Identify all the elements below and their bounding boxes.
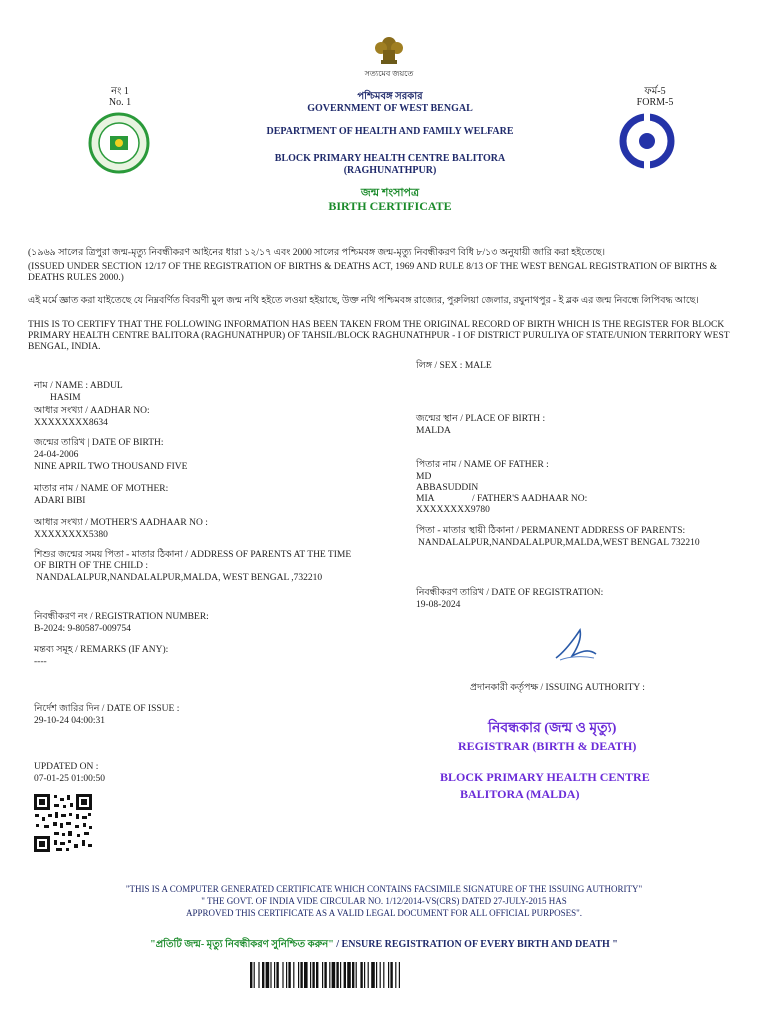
office-name-line1: BLOCK PRIMARY HEALTH CENTRE BALITORA (274, 153, 506, 164)
registration-number-label: নিবন্ধীকরণ নং / REGISTRATION NUMBER: (34, 612, 209, 622)
department-name: DEPARTMENT OF HEALTH AND FAMILY WELFARE (266, 126, 514, 137)
aadhar-label: আধার সংখ্যা / AADHAR NO: (34, 406, 150, 416)
form-bn: ফর্ম-5 (644, 86, 666, 97)
registrar-title-en: REGISTRAR (BIRTH & DEATH) (458, 739, 637, 753)
registration-date-value: 19-08-2024 (416, 600, 461, 610)
office-name-line2: (RAGHUNATHPUR) (343, 165, 437, 176)
permanent-address-label: পিতা - মাতার স্থায়ী ঠিকানা / PERMANENT ADDRESS OF PARENTS: (416, 526, 686, 536)
mother-aadhaar-label: আধার সংখ্যা / MOTHER'S AADHAAR NO : (34, 518, 208, 528)
certificate-title-bn: জন্ম শংসাপত্র (360, 187, 420, 199)
father-aadhaar-label: / FATHER'S AADHAAR NO: (472, 494, 588, 504)
issue-date-value: 29-10-24 04:00:31 (34, 716, 105, 726)
footer-line-2: " THE GOVT. OF INDIA VIDE CIRCULAR NO. 1/12/2014-VS(CRS) DATED 27-JULY-2015 HAS (201, 896, 567, 906)
registrar-office-line2: BALITORA (MALDA) (460, 787, 580, 801)
issuing-authority-label: প্রদানকারী কর্তৃপক্ষ / ISSUING AUTHORITY : (470, 683, 645, 693)
permanent-address-value: NANDALALPUR,NANDALALPUR,MALDA,WEST BENGAL 732210 (418, 538, 700, 548)
registration-number-value: B-2024: 9-80587-009754 (34, 624, 131, 634)
number-en: No. 1 (108, 97, 132, 108)
footer-line-1: "THIS IS A COMPUTER GENERATED CERTIFICATE WHICH CONTAINS FACSIMILE SIGNATURE OF THE ISSUING AUTHORITY" (125, 884, 643, 894)
signature-icon (550, 622, 600, 664)
name-label: নাম / NAME : ABDUL (34, 381, 123, 391)
barcode-icon (250, 962, 520, 988)
dob-words: NINE APRIL TWO THOUSAND FIVE (34, 462, 188, 472)
father-name-label: পিতার নাম / NAME OF FATHER : (416, 460, 549, 470)
certify-statement-en: THIS IS TO CERTIFY THAT THE FOLLOWING INFORMATION HAS BEEN TAKEN FROM THE ORIGINAL RECORD OF BIRTH WHICH IS THE REGISTER FOR BLOCK PRIMARY HEALTH CENTRE BALITORA (RAGHUNATHPUR) OF TAHSIL/BLOCK RAGHUNATHPUR - I OF DISTRICT PURULIYA OF STATE/UNION TERRITORY WEST BENGAL, INDIA. (28, 320, 730, 352)
aadhar-value: XXXXXXXX8634 (34, 418, 108, 428)
govt-name-bn: পশ্চিমবঙ্গ সরকার (357, 91, 423, 102)
remarks-label: মন্তব্য সমূহ / REMARKS (IF ANY): (34, 645, 169, 655)
mother-name-value: ADARI BIBI (34, 496, 86, 506)
place-of-birth-value: MALDA (416, 426, 451, 436)
sex-label: লিঙ্গ / SEX : MALE (416, 361, 492, 371)
slogan-en: / ENSURE REGISTRATION OF EVERY BIRTH AND DEATH " (333, 939, 618, 950)
govt-name-en: GOVERNMENT OF WEST BENGAL (307, 103, 473, 114)
state-emblem-icon (369, 30, 409, 70)
certify-statement-bn: এই মর্মে জ্ঞাত করা যাইতেছে যে নিম্নবর্ণিত বিবরণী মুল জন্ম নথি হইতে লওয়া হইয়াছে, উক্ত নথি পশ্চিমবঙ্গ রাজ্যের, পুরুলিয়া জেলার, রঘুনাথপুর - ই ব্লক এর জন্ম নিবন্ধে লিপিবদ্ধ আছে। (28, 296, 699, 306)
father-name-value-2: ABBASUDDIN (416, 483, 479, 493)
registrar-title-bn: নিবন্ধকার (জন্ম ও মৃত্যু) (488, 721, 617, 736)
qr-code-icon (32, 792, 94, 854)
remarks-value: ---- (34, 657, 47, 667)
issue-date-label: নির্দেশ জারির দিন / DATE OF ISSUE : (34, 704, 180, 714)
birth-address-label: শিশুর জন্মের সময় পিতা - মাতার ঠিকানা / ADDRESS OF PARENTS AT THE TIME OF BIRTH OF THE CHILD : (34, 550, 352, 571)
slogan-bn: "প্রতিটি জন্ম- মৃত্যু নিবন্ধীকরণ সুনিশ্চিত করুন" (150, 939, 334, 950)
father-aadhaar-value: XXXXXXXX9780 (416, 505, 490, 515)
slogan (20, 937, 748, 954)
crs-logo-icon (614, 110, 680, 172)
health-dept-seal-icon (88, 112, 150, 174)
issued-under-bn: (১৯৬৯ সালের ত্রিপুরা জন্ম-মৃত্যু নিবন্ধীকরণ আইনের ধারা ১২/১৭ এবং 2000 সালের পশ্চিমবঙ্গ জন্ম-মৃত্যু নিবন্ধীকরণ বিধি ৮/১৩ অনুযায়ী জারি করা হইতেছে। (28, 248, 606, 258)
name-value: HASIM (50, 393, 81, 403)
dob-value: 24-04-2006 (34, 450, 79, 460)
updated-on-label: UPDATED ON : (34, 762, 99, 772)
number-bn: নং 1 (111, 86, 129, 97)
issued-under-en: (ISSUED UNDER SECTION 12/17 OF THE REGISTRATION OF BIRTHS & DEATHS ACT, 1969 AND RULE 8/13 OF THE WEST BENGAL REGISTRATION OF BIRTHS & DEATHS RULES 2000.) (28, 262, 718, 283)
place-of-birth-label: জন্মের স্থান / PLACE OF BIRTH : (416, 414, 546, 424)
father-name-value-3: MIA (416, 494, 435, 504)
father-name-value-1: MD (416, 472, 432, 482)
emblem-motto: সত্যমেব জয়তে (364, 69, 414, 78)
registration-date-label: নিবন্ধীকরণ তারিখ / DATE OF REGISTRATION: (416, 588, 604, 598)
birth-address-value: NANDALALPUR,NANDALALPUR,MALDA, WEST BENGAL ,732210 (36, 573, 323, 583)
certificate-title-en: BIRTH CERTIFICATE (328, 199, 452, 213)
registrar-office-line1: BLOCK PRIMARY HEALTH CENTRE (440, 770, 650, 784)
mother-aadhaar-value: XXXXXXXX5380 (34, 530, 108, 540)
footer-line-3: APPROVED THIS CERTIFICATE AS A VALID LEGAL DOCUMENT FOR ALL OFFICIAL PURPOSES". (185, 908, 583, 918)
dob-label: জন্মের তারিখ | DATE OF BIRTH: (34, 438, 164, 448)
form-en: FORM-5 (636, 97, 674, 108)
mother-name-label: মাতার নাম / NAME OF MOTHER: (34, 484, 169, 494)
updated-on-value: 07-01-25 01:00:50 (34, 774, 105, 784)
